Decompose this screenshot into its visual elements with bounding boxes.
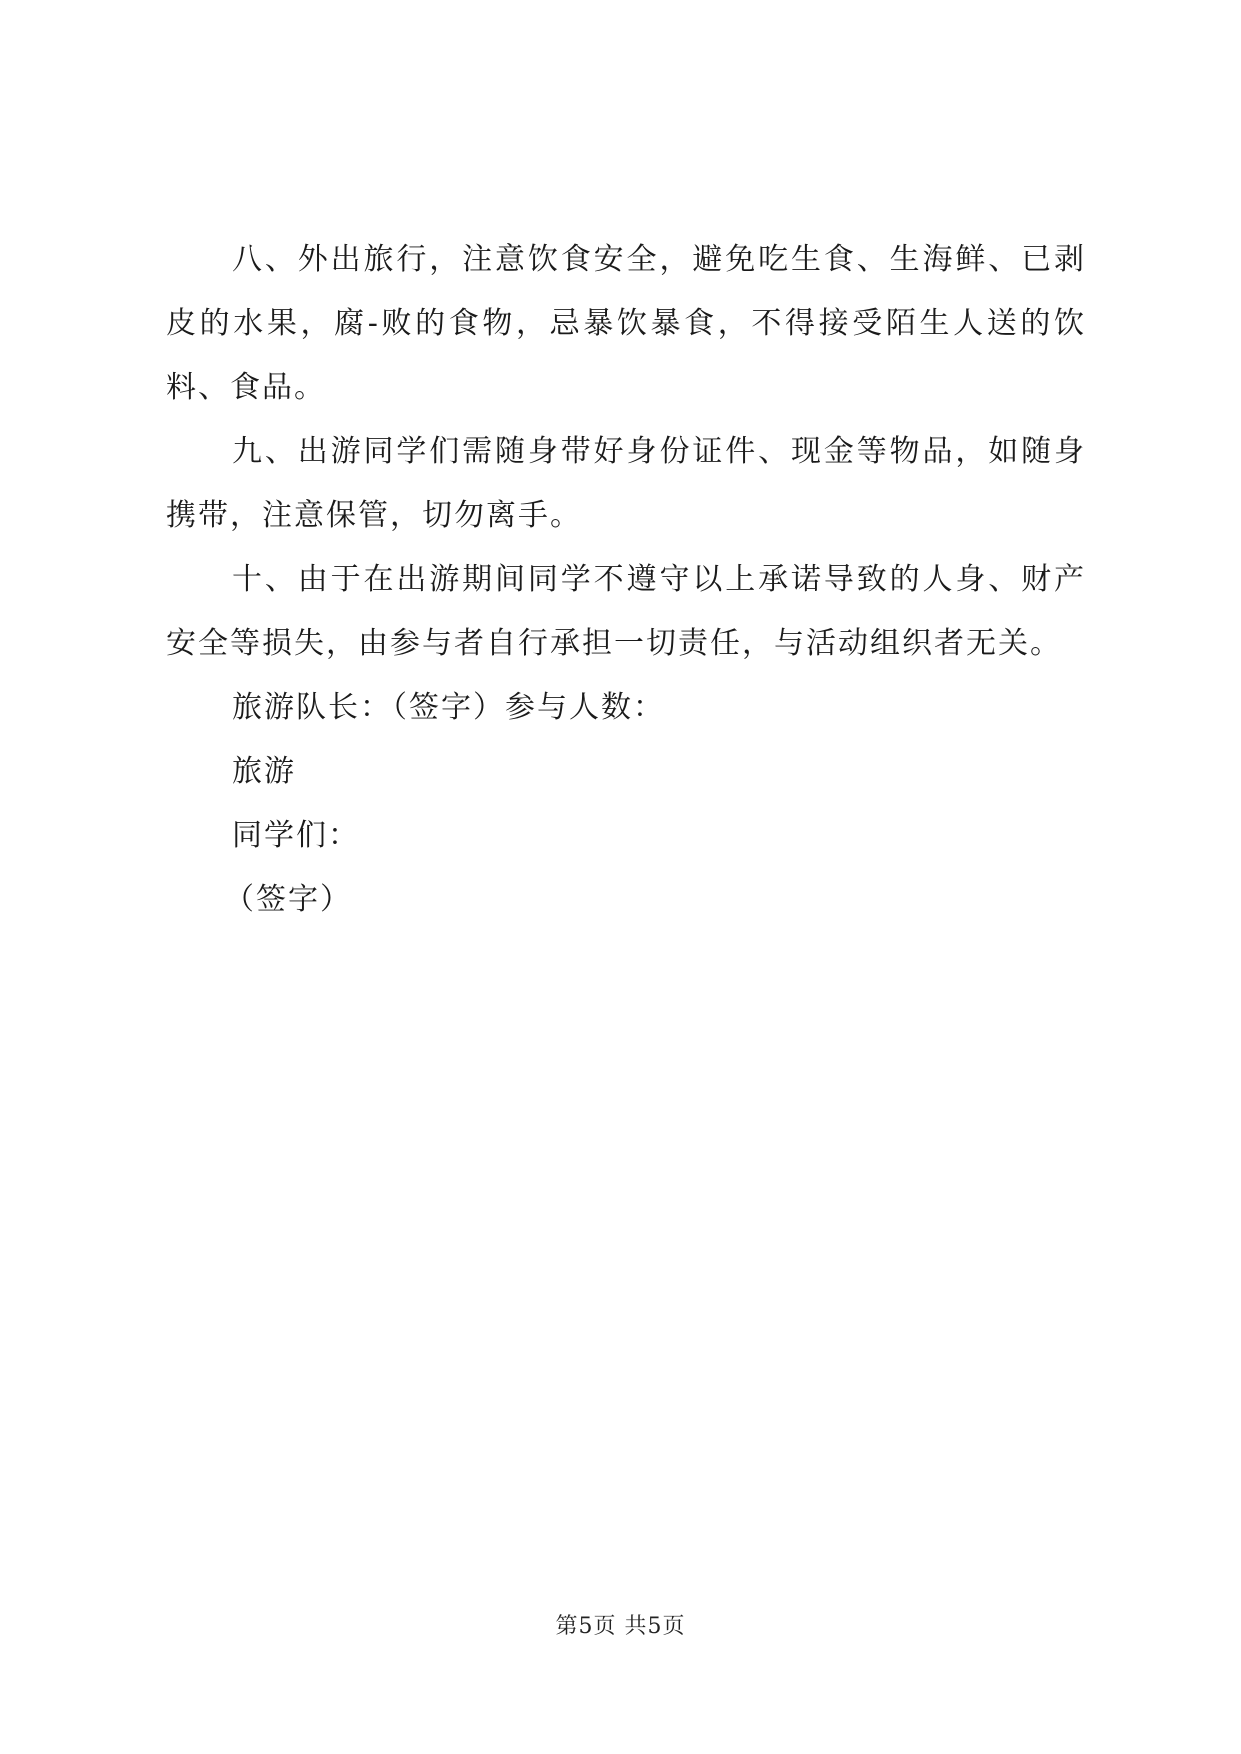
students-signature-line: （签字） <box>224 882 352 917</box>
students-label-line: 同学们： <box>232 818 360 853</box>
paragraph-item-10: 十、由于在出游期间同学不遵守以上承诺导致的人身、财产安全等损失，由参与者自行承担一切责任，与活动组织者无关。 <box>166 562 1086 661</box>
travel-label-line: 旅游 <box>232 754 296 789</box>
paragraph-item-9: 九、出游同学们需随身带好身份证件、现金等物品，如随身携带，注意保管，切勿离手。 <box>166 434 1086 533</box>
paragraph-item-8: 八、外出旅行，注意饮食安全，避免吃生食、生海鲜、已剥皮的水果，腐-败的食物，忌暴饮暴食，不得接受陌生人送的饮料、食品。 <box>166 242 1086 405</box>
document-body <box>166 228 1086 932</box>
page-number-footer: 第5页 共5页 <box>555 1614 686 1639</box>
leader-signature-line: 旅游队长：（签字）参与人数： <box>232 690 665 725</box>
